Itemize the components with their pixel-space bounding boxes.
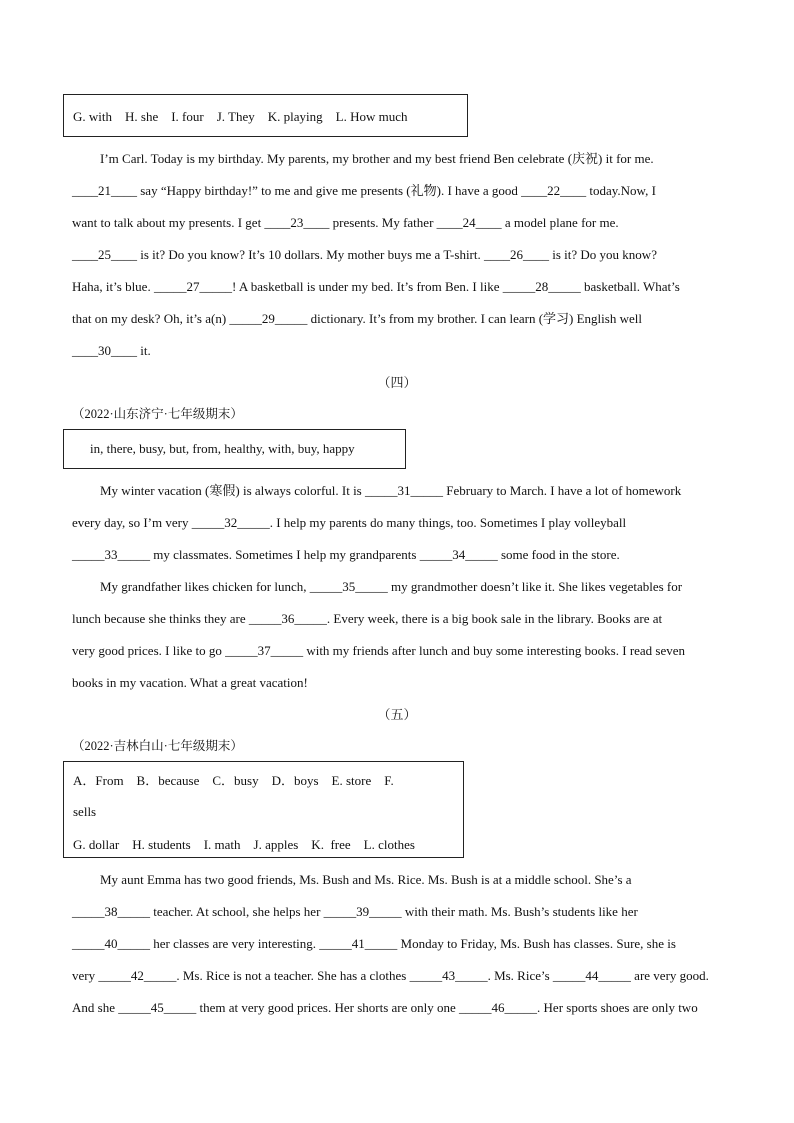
passage-3-line-4: ____25____ is it? Do you know? It’s 10 dollars. My mother buys me a T-shirt. ____26____ is it? Do you know? [72,247,657,262]
word-bank-box-5 [63,761,464,858]
passage-5-line-5: And she _____45_____ them at very good prices. Her shorts are only one _____46_____. Her sports shoes are only two [72,1000,698,1015]
passage-4 [72,475,722,699]
passage-5-line-3: _____40_____ her classes are very interesting. _____41_____ Monday to Friday, Ms. Bush has classes. Sure, she is [72,936,676,951]
passage-4-line-2: every day, so I’m very _____32_____. I help my parents do many things, too. Sometimes I play volleyball [72,515,627,530]
passage-3-line-3: want to talk about my presents. I get ____23____ presents. My father ____24____ a model plane for me. [72,215,619,230]
word-bank-options-4: in, there, busy, but, from, healthy, with, buy, happy [90,441,355,456]
word-bank-row-1: A．From B．because C．busy D．boys E. store F. [73,773,394,788]
passage-5-line-2: _____38_____ teacher. At school, she helps her _____39_____ with their math. Ms. Bush’s students like her [72,904,638,919]
section-heading-5: （五） [377,707,417,722]
section-source-5: （2022·吉林白山·七年级期末） [72,739,243,753]
section-heading-4: （四） [377,375,417,390]
passage-5-line-4: very _____42_____. Ms. Rice is not a teacher. She has a clothes _____43_____. Ms. Rice’s _____44_____ are very good. [72,968,709,983]
passage-3-line-7: ____30____ it. [72,343,151,358]
passage-4-line-1: My winter vacation (寒假) is always colorful. It is _____31_____ February to March. I have a lot of homework [100,483,682,498]
passage-5 [72,864,722,1024]
word-bank-options-3: G. with H. she I. four J. They K. playing L. How much [73,109,408,124]
passage-3 [72,143,722,367]
passage-4-line-3: _____33_____ my classmates. Sometimes I help my grandparents _____34_____ some food in the store. [72,547,620,562]
word-bank-row-2: G. dollar H. students I. math J. apples K. free L. clothes [73,837,415,852]
section-source-4: （2022·山东济宁·七年级期末） [72,407,243,421]
passage-3-line-6: that on my desk? Oh, it’s a(n) _____29_____ dictionary. It’s from my brother. I can learn (学习) English well [72,311,642,326]
document-page [72,94,722,1024]
passage-4-line-4: My grandfather likes chicken for lunch, _____35_____ my grandmother doesn’t like it. She likes vegetables for [100,579,683,594]
passage-4-line-5: lunch because she thinks they are _____36_____. Every week, there is a big book sale in the library. Books are at [72,611,663,626]
word-bank-box-3 [63,94,468,137]
passage-3-line-2: ____21____ say “Happy birthday!” to me and give me presents (礼物). I have a good ____22____ today.Now, I [72,183,656,198]
passage-5-line-1: My aunt Emma has two good friends, Ms. Bush and Ms. Rice. Ms. Bush is at a middle school. She’s a [100,872,632,887]
word-bank-box-4 [63,429,406,469]
passage-4-line-6: very good prices. I like to go _____37_____ with my friends after lunch and buy some interesting books. I read seven [72,643,686,658]
passage-4-line-7: books in my vacation. What a great vacation! [72,675,308,690]
passage-3-line-5: Haha, it’s blue. _____27_____! A basketball is under my bed. It’s from Ben. I like _____28_____ basketball. What’s [72,279,680,294]
passage-3-line-1: I’m Carl. Today is my birthday. My parents, my brother and my best friend Ben celebrate (庆祝) it for me. [100,151,654,166]
word-bank-row-1b: sells [73,804,97,819]
